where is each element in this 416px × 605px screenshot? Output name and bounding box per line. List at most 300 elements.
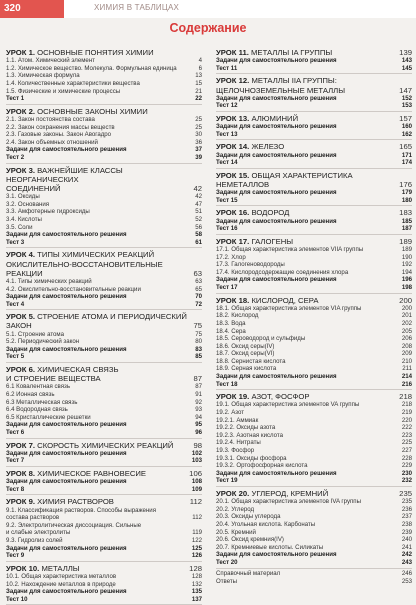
- toc-entry[interactable]: [216, 131, 412, 139]
- entry-title: 3.2. Основания: [6, 200, 50, 208]
- toc-entry[interactable]: [216, 559, 412, 567]
- lesson-page-number: 112: [189, 497, 202, 507]
- lesson-heading[interactable]: [216, 296, 412, 305]
- entry-page: 162: [401, 130, 412, 138]
- toc-entry[interactable]: [216, 373, 412, 381]
- entry-page: 108: [191, 478, 202, 486]
- extra-page: 246: [401, 569, 412, 577]
- lesson-title-text: [6, 441, 191, 450]
- entry-page: 119: [192, 529, 202, 537]
- entry-title: Тест 5: [6, 353, 25, 361]
- toc-entry[interactable]: [6, 201, 202, 209]
- lesson-name: ВАЖНЕЙШИЕ КЛАССЫ НЕОРГАНИЧЕСКИХ СОЕДИНЕНИЙ: [6, 165, 123, 193]
- entry-page: 58: [195, 231, 202, 239]
- toc-entry[interactable]: [6, 399, 202, 407]
- entry-title: состава растворов: [6, 514, 60, 522]
- toc-entry[interactable]: [6, 406, 202, 414]
- entry-title: 6.2 Ионная связь: [6, 391, 55, 399]
- lesson-number: УРОК 15.: [216, 170, 250, 180]
- lesson-heading[interactable]: [216, 142, 412, 151]
- entry-title: 1.3. Химическая формула: [6, 72, 80, 80]
- entry-page: 126: [191, 552, 202, 560]
- lesson-heading[interactable]: [216, 48, 412, 57]
- entry-page: 13: [195, 72, 202, 80]
- entry-title: Задачи для самостоятельного решения: [6, 449, 127, 457]
- entry-title: 19.2. Азот: [216, 409, 245, 417]
- entry-title: 17.2. Хлор: [216, 253, 246, 261]
- toc-entry[interactable]: [216, 312, 412, 320]
- lesson-divider: [216, 389, 412, 390]
- entry-title: Задачи для самостоятельного решения: [216, 189, 337, 197]
- entry-page: 80: [195, 338, 202, 346]
- entry-title: Задачи для самостоятельного решения: [6, 544, 127, 552]
- lesson-title-text: [6, 312, 191, 330]
- toc-entry[interactable]: [216, 197, 412, 205]
- entry-page: 214: [401, 373, 412, 381]
- lesson-number: УРОК 3.: [6, 165, 36, 175]
- lesson-heading[interactable]: [216, 392, 412, 401]
- toc-entry[interactable]: [216, 218, 412, 226]
- entry-title: 20.1. Общая характеристика элементов IVA группы: [216, 498, 361, 506]
- entry-page: 153: [401, 102, 412, 110]
- entry-title: Тест 18: [216, 380, 238, 388]
- lesson-heading[interactable]: [6, 48, 202, 57]
- entry-title: 19.2.2. Оксиды азота: [216, 424, 276, 432]
- entry-page: 72: [195, 300, 202, 308]
- toc-entry[interactable]: [6, 429, 202, 437]
- toc-entry[interactable]: [216, 123, 412, 131]
- lesson-title-text: [6, 497, 188, 506]
- toc-entry[interactable]: [6, 301, 202, 309]
- lesson-page-number: 235: [399, 488, 412, 498]
- toc-entry[interactable]: [216, 401, 412, 409]
- entry-title: Тест 12: [216, 102, 238, 110]
- entry-page: 96: [195, 429, 202, 437]
- entry-title: 10.2. Нахождение металлов в природе: [6, 580, 116, 588]
- lesson-name: ХИМИЧЕСКАЯ СВЯЗЬ И СТРОЕНИЕ ВЕЩЕСТВА: [6, 365, 119, 384]
- entry-page: 200: [401, 304, 412, 312]
- lesson-heading[interactable]: [6, 441, 202, 450]
- entry-title: Тест 20: [216, 558, 238, 566]
- toc-lesson: [216, 114, 412, 140]
- toc-entry[interactable]: [6, 124, 202, 132]
- entry-page: 190: [401, 253, 412, 261]
- entry-title: 9.2. Электролитическая диссоциация. Сильные: [6, 521, 142, 529]
- toc-entry[interactable]: [216, 284, 412, 292]
- lesson-page-number: 200: [399, 295, 412, 305]
- toc-entry[interactable]: [6, 596, 202, 604]
- entry-page: 42: [195, 193, 202, 201]
- toc-entry[interactable]: [216, 343, 412, 351]
- toc-entry[interactable]: [6, 353, 202, 361]
- toc-entry[interactable]: [216, 432, 412, 440]
- lesson-heading[interactable]: [6, 250, 202, 278]
- toc-entry[interactable]: [6, 331, 202, 339]
- lesson-number: УРОК 8.: [6, 469, 36, 479]
- entry-title: 1.4. Количественные характеристики вещества: [6, 79, 140, 87]
- toc-entry[interactable]: [216, 424, 412, 432]
- lesson-name: МЕТАЛЛЫ IA ГРУППЫ: [251, 48, 333, 57]
- entry-title: 6.4 Водородная связь: [6, 406, 68, 414]
- entry-title: 9.3. Гидролиз солей: [6, 536, 63, 544]
- toc-entry[interactable]: [216, 57, 412, 65]
- entry-title: 10.1. Общая характеристика металлов: [6, 572, 117, 580]
- toc-lesson: [6, 250, 202, 310]
- entry-title: Задачи для самостоятельного решения: [216, 123, 337, 131]
- entry-title: Тест 8: [6, 485, 25, 493]
- toc-entry[interactable]: [216, 536, 412, 544]
- entry-page: 208: [401, 342, 412, 350]
- toc-entry[interactable]: [216, 447, 412, 455]
- entry-page: 211: [402, 365, 412, 373]
- lesson-name: СКОРОСТЬ ХИМИЧЕСКИХ РЕАКЦИЙ: [37, 440, 174, 450]
- lesson-divider: [6, 561, 202, 562]
- entry-page: 65: [195, 285, 202, 293]
- toc-entry[interactable]: [6, 65, 202, 73]
- entry-page: 132: [191, 580, 202, 588]
- toc-entry[interactable]: [6, 529, 202, 537]
- toc-entry[interactable]: [6, 552, 202, 560]
- toc-entry[interactable]: [216, 544, 412, 552]
- lesson-title-text: [6, 107, 200, 116]
- lesson-heading[interactable]: [6, 365, 202, 383]
- lesson-name: МЕТАЛЛЫ: [41, 563, 80, 573]
- entry-title: 5.1. Строение атома: [6, 330, 65, 338]
- toc-entry[interactable]: [6, 239, 202, 247]
- toc-entry[interactable]: [216, 350, 412, 358]
- lesson-name: ОСНОВНЫЕ ПОНЯТИЯ ХИМИИ: [37, 48, 154, 57]
- lesson-divider: [216, 486, 412, 487]
- lesson-name: АЗОТ, ФОСФОР: [251, 392, 310, 402]
- toc-entry[interactable]: [6, 224, 202, 232]
- toc-lesson: [216, 142, 412, 168]
- entry-page: 196: [401, 276, 412, 284]
- toc-entry[interactable]: [216, 551, 412, 559]
- entry-page: 227: [401, 447, 412, 455]
- entry-title: Задачи для самостоятельного решения: [216, 373, 337, 381]
- entry-title: Тест 3: [6, 238, 25, 246]
- entry-page: 198: [401, 283, 412, 291]
- entry-title: Задачи для самостоятельного решения: [216, 217, 337, 225]
- lesson-divider: [216, 73, 412, 74]
- toc-entry[interactable]: [216, 513, 412, 521]
- entry-page: 22: [195, 95, 202, 103]
- toc-entry[interactable]: [216, 305, 412, 313]
- lesson-page-number: 128: [189, 563, 202, 573]
- entry-title: 18.9. Серная кислота: [216, 365, 277, 373]
- entry-title: Задачи для самостоятельного решения: [216, 94, 337, 102]
- toc-entry[interactable]: [6, 208, 202, 216]
- lesson-title-text: [216, 208, 397, 217]
- toc-entry[interactable]: [216, 276, 412, 284]
- toc-entry[interactable]: [216, 409, 412, 417]
- toc-lesson: [6, 365, 202, 439]
- entry-page: 202: [401, 319, 412, 327]
- entry-title: Задачи для самостоятельного решения: [6, 588, 127, 596]
- entry-title: 3.5. Соли: [6, 223, 33, 231]
- toc-entry[interactable]: [216, 521, 412, 529]
- entry-page: 109: [191, 485, 202, 493]
- toc-entry[interactable]: [216, 328, 412, 336]
- entry-title: Тест 14: [216, 159, 238, 167]
- entry-page: 201: [401, 312, 412, 320]
- entry-title: Задачи для самостоятельного решения: [6, 478, 127, 486]
- toc-entry[interactable]: [216, 529, 412, 537]
- lesson-heading[interactable]: [6, 312, 202, 330]
- toc-extra-entry[interactable]: [216, 578, 412, 586]
- lesson-divider: [6, 438, 202, 439]
- entry-title: Тест 11: [216, 64, 238, 72]
- lesson-heading[interactable]: [216, 114, 412, 123]
- toc-entry[interactable]: [216, 477, 412, 485]
- entry-title: 20.7. Кремниевые кислоты. Силикаты: [216, 543, 324, 551]
- toc-entry[interactable]: [6, 193, 202, 201]
- toc-entry[interactable]: [216, 417, 412, 425]
- extra-title: Ответы: [216, 578, 238, 586]
- entry-page: 238: [401, 520, 412, 528]
- toc-entry[interactable]: [6, 522, 202, 530]
- toc-left-column: [6, 46, 202, 605]
- entry-page: 240: [401, 536, 412, 544]
- toc-entry[interactable]: [216, 152, 412, 160]
- lesson-divider: [6, 362, 202, 363]
- toc-lesson: [6, 564, 202, 605]
- lesson-number: УРОК 9.: [6, 497, 36, 507]
- lesson-number: УРОК 6.: [6, 365, 36, 375]
- entry-title: Задачи для самостоятельного решения: [216, 469, 337, 477]
- lesson-heading[interactable]: [216, 237, 412, 246]
- entry-title: Тест 6: [6, 429, 25, 437]
- toc-entry[interactable]: [216, 358, 412, 366]
- toc-entry[interactable]: [216, 365, 412, 373]
- entry-page: 21: [195, 87, 202, 95]
- lesson-number: УРОК 11.: [216, 48, 249, 57]
- toc-entry[interactable]: [216, 95, 412, 103]
- entry-page: 39: [195, 153, 202, 161]
- lesson-number: УРОК 10.: [6, 563, 40, 573]
- lesson-name: СТРОЕНИЕ АТОМА И ПЕРИОДИЧЕСКИЙ ЗАКОН: [6, 312, 187, 331]
- entry-title: Тест 16: [216, 225, 238, 233]
- toc-entry[interactable]: [6, 507, 202, 515]
- toc-entry[interactable]: [216, 455, 412, 463]
- toc-entry[interactable]: [6, 131, 202, 139]
- toc-lesson: [6, 469, 202, 495]
- entry-title: 18.6. Оксид серы(IV): [216, 342, 275, 350]
- toc-entry[interactable]: [6, 154, 202, 162]
- toc-entry[interactable]: [6, 286, 202, 294]
- entry-page: 185: [401, 217, 412, 225]
- toc-entry[interactable]: [216, 269, 412, 277]
- toc-entry[interactable]: [216, 335, 412, 343]
- entry-title: 20.2. Углерод: [216, 505, 255, 513]
- toc-entry[interactable]: [216, 381, 412, 389]
- lesson-number: УРОК 2.: [6, 106, 36, 116]
- toc-entry[interactable]: [216, 65, 412, 73]
- lesson-divider: [216, 111, 412, 112]
- entry-page: 87: [195, 383, 202, 391]
- entry-page: 160: [401, 123, 412, 131]
- entry-title: 3.1. Оксиды: [6, 193, 40, 201]
- lesson-heading[interactable]: [6, 564, 202, 573]
- toc-entry[interactable]: [6, 95, 202, 103]
- toc-entry[interactable]: [6, 293, 202, 301]
- running-header: ХИМИЯ В ТАБЛИЦАХ: [94, 3, 180, 12]
- toc-lesson: [6, 497, 202, 561]
- entry-page: 94: [195, 413, 202, 421]
- lesson-heading[interactable]: [216, 208, 412, 217]
- lesson-title-text: [216, 76, 397, 94]
- entry-page: 189: [401, 245, 412, 253]
- toc-entry[interactable]: [6, 581, 202, 589]
- lesson-name: КИСЛОРОД, СЕРА: [251, 295, 319, 305]
- toc-entry[interactable]: [216, 498, 412, 506]
- toc-entry[interactable]: [6, 545, 202, 553]
- entry-page: 223: [401, 431, 412, 439]
- lesson-heading[interactable]: [216, 171, 412, 189]
- entry-title: 9.1. Классификация растворов. Способы выражения: [6, 506, 157, 514]
- toc-entry[interactable]: [216, 102, 412, 110]
- entry-title: Тест 2: [6, 153, 25, 161]
- lesson-page-number: 75: [193, 321, 202, 331]
- entry-title: Тест 17: [216, 283, 238, 291]
- lesson-heading[interactable]: [6, 166, 202, 194]
- entry-page: 225: [401, 439, 412, 447]
- toc-entry[interactable]: [216, 439, 412, 447]
- lesson-page-number: 189: [399, 236, 412, 246]
- entry-title: Тест 1: [6, 95, 25, 103]
- toc-entry[interactable]: [216, 470, 412, 478]
- entry-title: 20.5. Кремний: [216, 528, 256, 536]
- entry-title: 20.3. Оксиды углерода: [216, 513, 281, 521]
- extra-title: Справочный материал: [216, 569, 281, 577]
- entry-page: 112: [192, 514, 202, 522]
- entry-page: 51: [195, 208, 202, 216]
- extra-page: 253: [401, 578, 412, 586]
- entry-title: 19.2.4. Нитраты: [216, 439, 261, 447]
- toc-entry[interactable]: [216, 462, 412, 470]
- toc-entry[interactable]: [6, 146, 202, 154]
- toc-entry[interactable]: [6, 478, 202, 486]
- lesson-title-text: [216, 489, 397, 498]
- entry-title: 20.4. Угольная кислота. Карбонаты: [216, 520, 316, 528]
- toc-entry[interactable]: [6, 216, 202, 224]
- toc-entry[interactable]: [6, 57, 202, 65]
- toc-entry[interactable]: [6, 514, 202, 522]
- entry-page: 61: [195, 238, 202, 246]
- entry-page: 47: [195, 200, 202, 208]
- lesson-divider: [6, 104, 202, 105]
- toc-lesson: [6, 441, 202, 467]
- lesson-name: ХИМИЯ РАСТВОРОВ: [37, 497, 114, 507]
- toc-entry[interactable]: [6, 72, 202, 80]
- entry-page: 15: [195, 79, 202, 87]
- toc-entry[interactable]: [6, 486, 202, 494]
- toc-entry[interactable]: [216, 261, 412, 269]
- toc-entry[interactable]: [6, 139, 202, 147]
- entry-page: 93: [195, 406, 202, 414]
- lesson-heading[interactable]: [6, 497, 202, 506]
- toc-entry[interactable]: [6, 88, 202, 96]
- lesson-page-number: 139: [399, 48, 412, 57]
- toc-lesson: [216, 76, 412, 112]
- toc-entry[interactable]: [216, 254, 412, 262]
- entry-title: Тест 9: [6, 552, 25, 560]
- toc-entry[interactable]: [216, 506, 412, 514]
- entry-page: 83: [195, 345, 202, 353]
- toc-entry[interactable]: [6, 450, 202, 458]
- toc-entry[interactable]: [6, 414, 202, 422]
- toc-entry[interactable]: [216, 225, 412, 233]
- toc-entry[interactable]: [6, 80, 202, 88]
- toc-entry[interactable]: [6, 116, 202, 124]
- entry-page: 103: [191, 457, 202, 465]
- entry-page: 152: [401, 94, 412, 102]
- toc-entry[interactable]: [216, 159, 412, 167]
- entry-title: 17.3. Галогеноводороды: [216, 261, 285, 269]
- lesson-title-text: [6, 365, 191, 383]
- lesson-number: УРОК 18.: [216, 295, 250, 305]
- toc-entry[interactable]: [216, 246, 412, 254]
- lesson-title-text: [6, 564, 187, 573]
- entry-page: 37: [195, 146, 202, 154]
- lesson-name: ХИМИЧЕСКОЕ РАВНОВЕСИЕ: [37, 469, 147, 479]
- lesson-divider: [216, 234, 412, 235]
- toc-entry[interactable]: [6, 383, 202, 391]
- entry-page: 137: [191, 595, 202, 603]
- toc-entry[interactable]: [6, 231, 202, 239]
- entry-page: 102: [191, 449, 202, 457]
- lesson-page-number: 218: [399, 392, 412, 402]
- toc-entry[interactable]: [6, 278, 202, 286]
- page-title: Содержание: [169, 21, 247, 35]
- toc-entry[interactable]: [6, 573, 202, 581]
- entry-page: 192: [401, 261, 412, 269]
- entry-title: 20.6. Оксид кремния(IV): [216, 536, 284, 544]
- toc-entry[interactable]: [216, 320, 412, 328]
- lesson-title-text: [216, 296, 397, 305]
- lesson-number: УРОК 13.: [216, 113, 250, 123]
- lesson-heading[interactable]: [216, 489, 412, 498]
- lesson-page-number: 106: [189, 469, 202, 479]
- toc-entry[interactable]: [6, 588, 202, 596]
- entry-title: 1.2. Химическое вещество. Молекула. Формульная единица: [6, 64, 177, 72]
- entry-title: 19.2.1. Аммиак: [216, 416, 259, 424]
- entry-page: 145: [401, 64, 412, 72]
- entry-page: 135: [191, 588, 202, 596]
- lesson-heading[interactable]: [216, 76, 412, 94]
- entry-page: 216: [401, 380, 412, 388]
- toc-entry[interactable]: [6, 421, 202, 429]
- lesson-heading[interactable]: [6, 469, 202, 478]
- toc-entry[interactable]: [6, 391, 202, 399]
- lesson-heading[interactable]: [6, 107, 202, 116]
- lesson-number: УРОК 17.: [216, 236, 250, 246]
- toc-entry[interactable]: [216, 189, 412, 197]
- toc-extra-entry[interactable]: [216, 570, 412, 578]
- lesson-title-text: [6, 469, 187, 478]
- entry-title: 2.4. Закон объемных отношений: [6, 138, 98, 146]
- entry-title: 18.7. Оксид серы(VI): [216, 350, 275, 358]
- entry-page: 25: [195, 123, 202, 131]
- toc-entry[interactable]: [6, 457, 202, 465]
- entry-title: 2.2. Закон сохранения массы веществ: [6, 123, 115, 131]
- entry-title: 5.2. Периодический закон: [6, 338, 80, 346]
- toc-entry[interactable]: [6, 537, 202, 545]
- entry-title: Тест 10: [6, 595, 28, 603]
- lesson-number: УРОК 1.: [6, 48, 36, 57]
- toc-entry[interactable]: [6, 338, 202, 346]
- toc-entry[interactable]: [6, 346, 202, 354]
